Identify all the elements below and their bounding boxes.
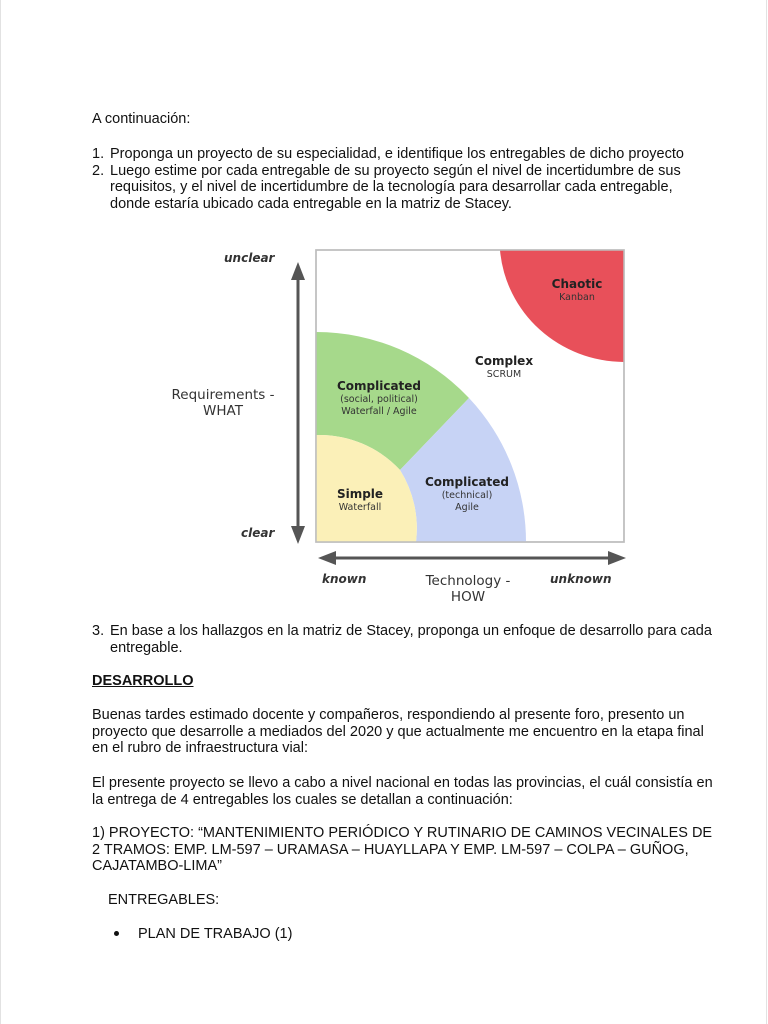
complicated-social-method: Waterfall / Agile xyxy=(341,406,417,417)
paragraph: Buenas tardes estimado docente y compañeros, respondiendo al presente foro, presento un proyecto que desarrolle a mediados del 2020 y que actualmente me encuentro en la etapa final en el rubro de infraestructura vial: xyxy=(92,707,704,756)
question-number: 2. xyxy=(92,162,105,179)
complicated-technical-title: Complicated xyxy=(424,475,510,489)
question-number: 1. xyxy=(92,146,105,162)
complex-title: Complex xyxy=(474,354,534,368)
complicated-social-subtitle: (social, political) xyxy=(340,394,418,405)
y-axis-arrow-up-icon xyxy=(291,262,305,280)
y-axis-title-line1: Requirements - xyxy=(171,387,275,403)
question-item xyxy=(92,146,712,163)
x-axis-title-line2: HOW xyxy=(450,589,486,605)
question-list-continued xyxy=(92,623,712,656)
complicated-technical-subtitle: (technical) xyxy=(441,490,493,501)
bullet-icon xyxy=(114,931,119,936)
complex-method: SCRUM xyxy=(486,369,522,380)
question-text: En base a los hallazgos en la matriz de Stacey, proponga un enfoque de desarrollo para cada entregable. xyxy=(110,623,712,656)
question-text: Luego estime por cada entregable de su proyecto según el nivel de incertidumbre de sus requisitos, y el nivel de incertidumbre de la tecnología para desarrollar cada entregable, donde estaría ubicado cada entregable en la matriz de Stacey. xyxy=(110,162,681,212)
intro-text: A continuación: xyxy=(92,111,191,127)
y-axis-title-line2: WHAT xyxy=(203,403,243,419)
question-item xyxy=(92,163,712,213)
question-list xyxy=(92,146,712,212)
question-text: Proponga un proyecto de su especialidad, e identifique los entregables de dicho proyecto xyxy=(110,146,684,162)
entregables-label: ENTREGABLES: xyxy=(108,892,220,908)
y-axis-top-label: unclear xyxy=(224,251,275,265)
chaotic-method: Kanban xyxy=(559,292,595,303)
x-axis-arrow-right-icon xyxy=(608,551,626,565)
y-axis-arrow-down-icon xyxy=(291,526,305,544)
x-axis-arrow-left-icon xyxy=(318,551,336,565)
simple-method: Waterfall xyxy=(338,502,382,513)
question-number: 3. xyxy=(92,623,105,639)
project-title-paragraph: 1) PROYECTO: “MANTENIMIENTO PERIÓDICO Y RUTINARIO DE CAMINOS VECINALES DE 2 TRAMOS: EMP. LM-597 – URAMASA – HUAYLLAPA Y EMP. LM-597 – COLPA – GUÑOG, CAJATAMBO-LIMA” xyxy=(92,825,713,874)
complicated-technical-method: Agile xyxy=(455,502,479,513)
list-item-text: PLAN DE TRABAJO (1) xyxy=(138,926,293,942)
question-item xyxy=(92,623,712,656)
page-left-edge xyxy=(0,0,1,1024)
chaotic-title: Chaotic xyxy=(551,277,603,291)
x-axis-title-line1: Technology - xyxy=(425,573,511,589)
stacey-matrix xyxy=(150,240,640,610)
section-heading: DESARROLLO xyxy=(92,673,194,689)
complicated-social-title: Complicated xyxy=(336,379,422,393)
page-right-edge xyxy=(766,0,767,1024)
x-axis-right-label: unknown xyxy=(550,572,612,586)
simple-title: Simple xyxy=(336,487,384,501)
y-axis-bottom-label: clear xyxy=(241,526,275,540)
x-axis-left-label: known xyxy=(322,572,367,586)
paragraph: El presente proyecto se llevo a cabo a nivel nacional en todas las provincias, el cuál consistía en la entrega de 4 entregables los cuales se detallan a continuación: xyxy=(92,775,713,808)
list-item xyxy=(114,926,292,943)
